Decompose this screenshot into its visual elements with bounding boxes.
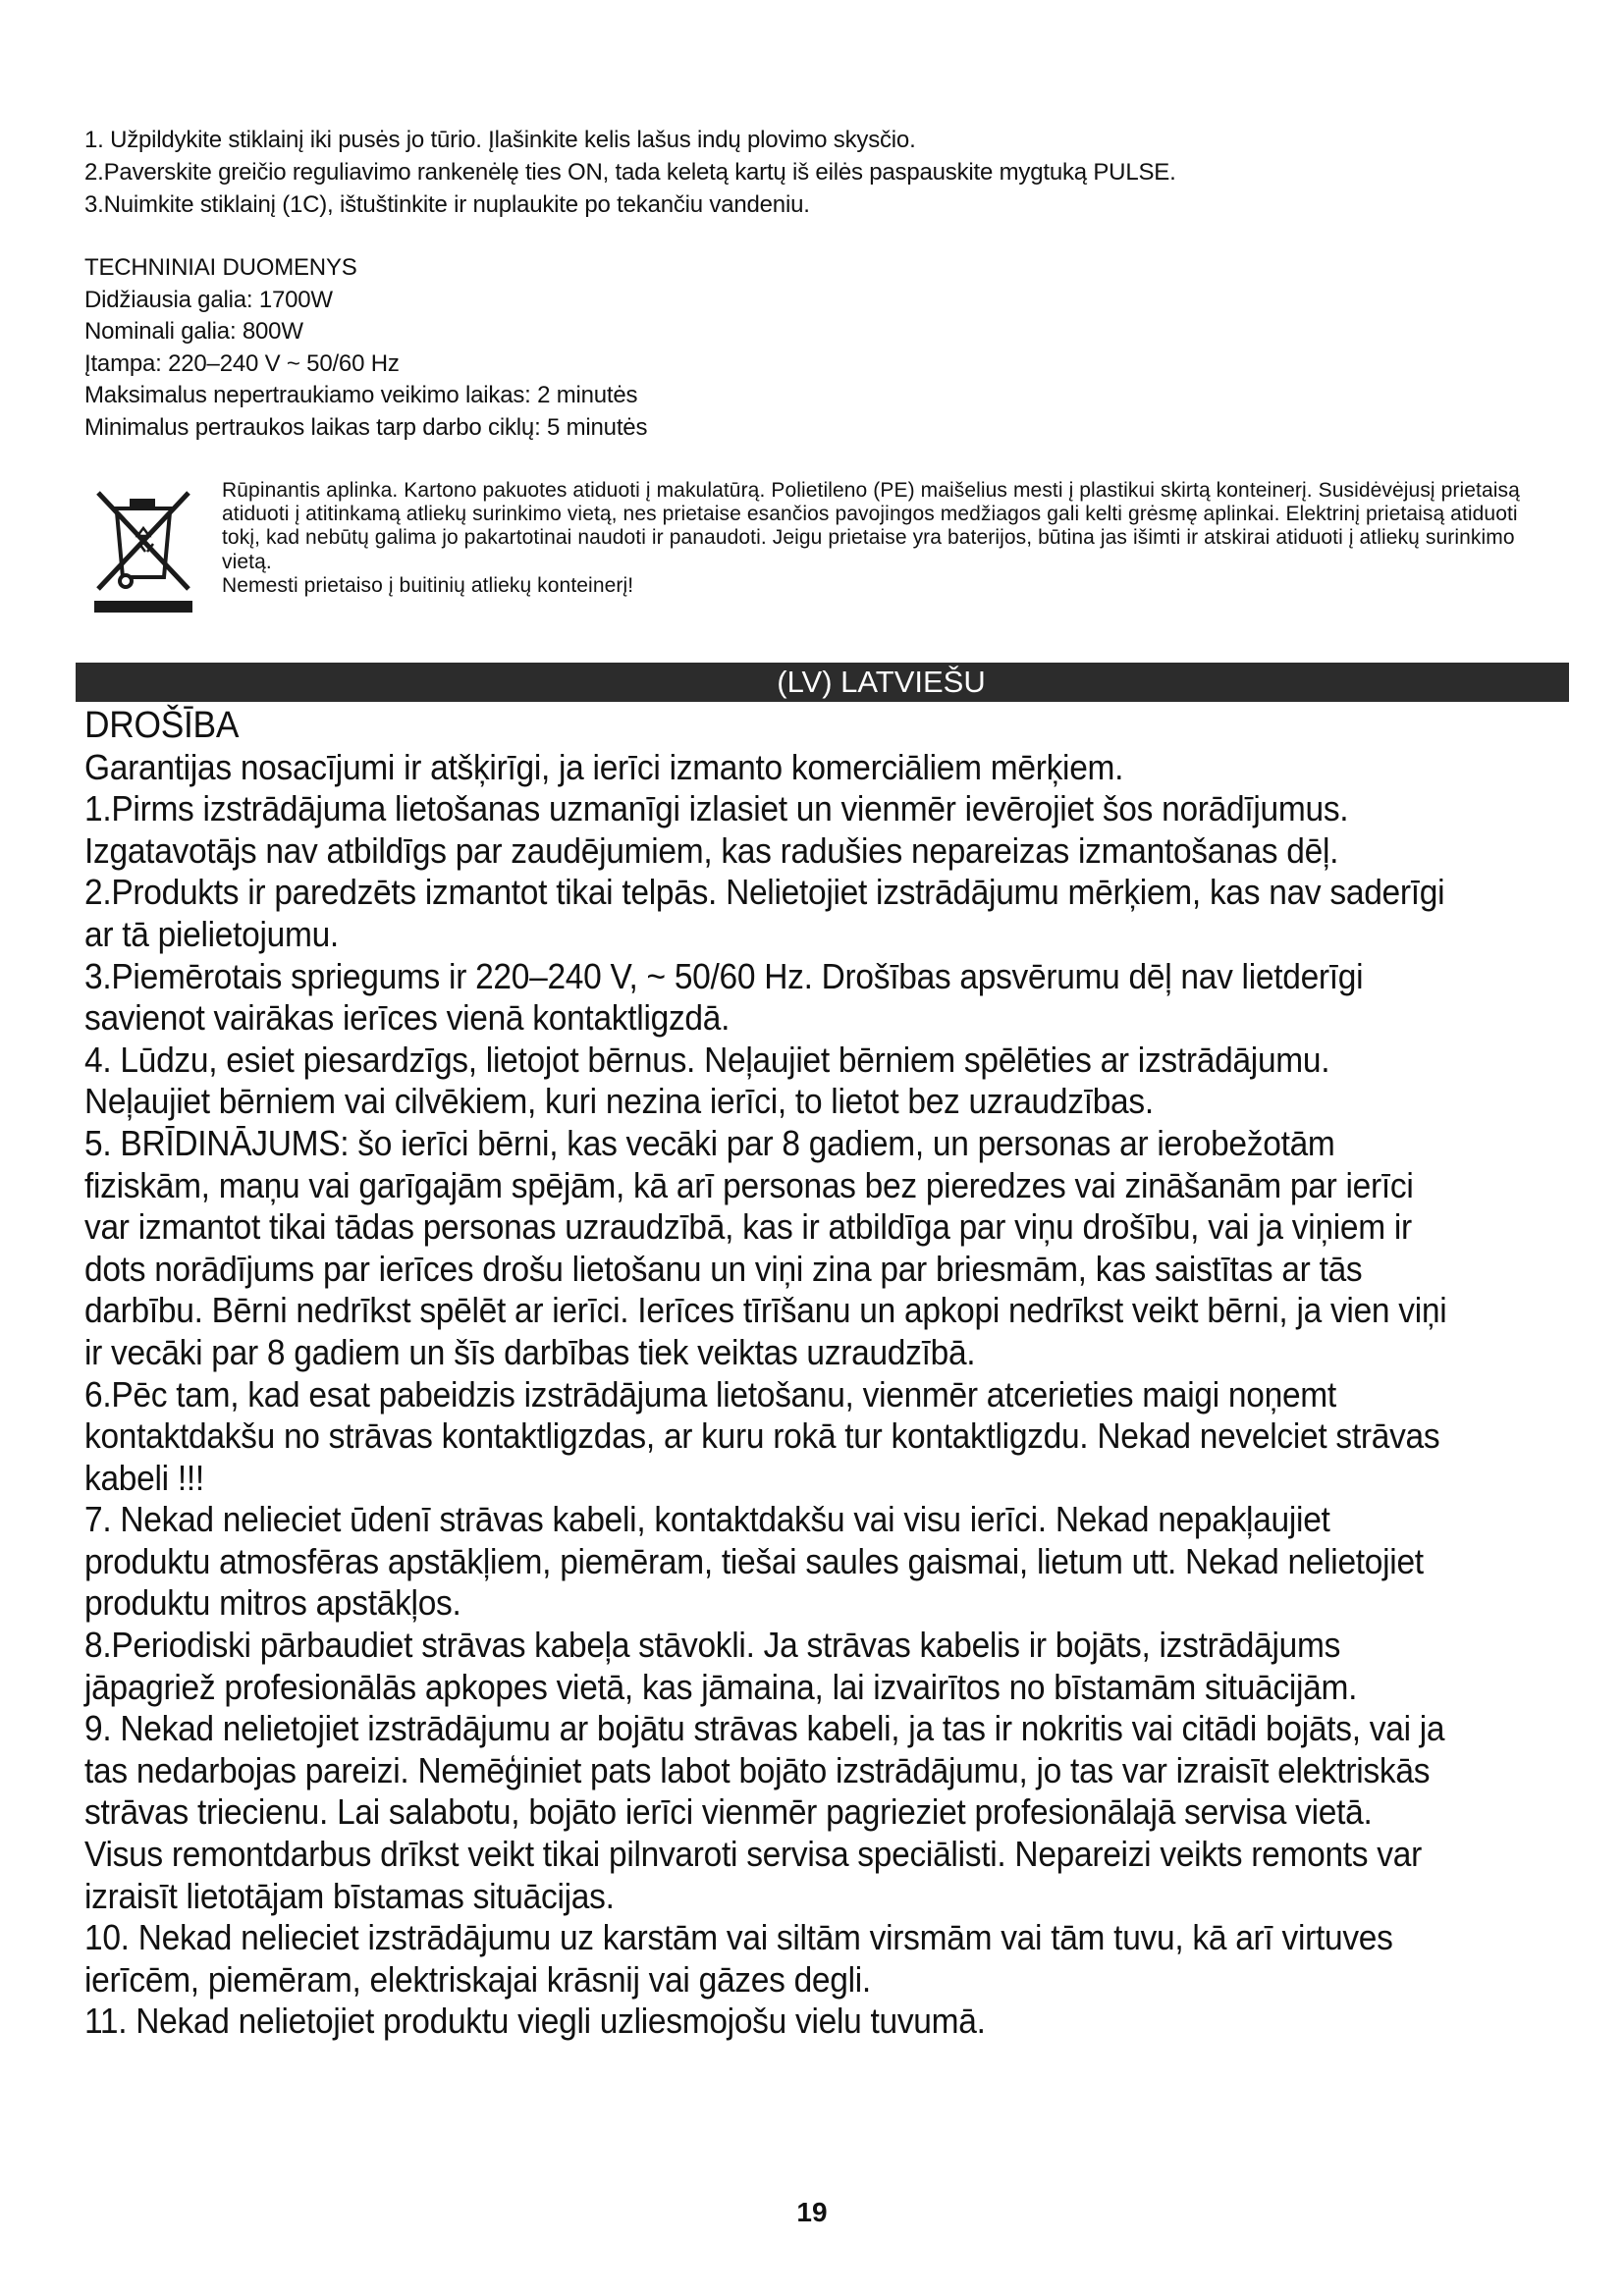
lt-tech-line: Minimalus pertraukos laikas tarp darbo ciklų: 5 minutės [84,413,648,441]
lt-tech-line: Maksimalus nepertraukiamo veikimo laikas: 2 minutės [84,382,638,408]
lv-safety-item: 8.Periodiski pārbaudiet strāvas kabeļa stāvokli. Ja strāvas kabelis ir bojāts, izstrādājums jāpagriež profesionālās apkopes vietā, kas jāmaina, lai izvairītos no bīstamām situācijām. [84,1625,1358,1707]
lt-cleaning-step: 3.Nuimkite stiklainį (1C), ištuštinkite ir nuplaukite po tekančiu vandeniu. [84,191,810,218]
lt-tech-heading: TECHNINIAI DUOMENYS [84,254,357,281]
lv-safety-item: 7. Nekad nelieciet ūdenī strāvas kabeli, kontaktdakšu vai visu ierīci. Nekad nepakļaujiet produktu atmosfēras apstākļiem, piemēram, tiešai saules gaismai, lietum utt. Nekad nelietojiet produktu mitros apstākļos. [84,1499,1424,1624]
environment-notice [222,479,1557,598]
lt-cleaning-step: 2.Paverskite greičio reguliavimo rankenėlę ties ON, tada keletą kartų iš eilės paspauskite mygtuką PULSE. [84,159,1176,186]
lv-safety-item: 6.Pēc tam, kad esat pabeidzis izstrādājuma lietošanu, vienmēr atcerieties maigi noņemt kontaktdakšu no strāvas kontaktligzdas, ar kuru rokā tur kontaktligzdu. Nekad nevelciet strāvas kabeli !!! [84,1373,1440,1498]
lt-tech-line: Įtampa: 220–240 V ~ 50/60 Hz [84,349,400,377]
lv-safety-item: 1.Pirms izstrādājuma lietošanas uzmanīgi izlasiet un vienmēr ievērojiet šos norādījumus. Izgatavotājs nav atbildīgs par zaudējumiem, kas radušies nepareizas izmantošanas dēļ. [84,788,1349,871]
lt-cleaning-step: 1. Užpildykite stiklainį iki pusės jo tūrio. Įlašinkite kelis lašus indų plovimo skysčio. [84,127,916,153]
lv-safety-section [84,705,1454,2043]
environment-note: Nemesti prietaiso į buitinių atliekų konteinerį! [222,573,634,597]
lt-tech-line: Nominali galia: 800W [84,318,303,345]
lv-safety-item: 4. Lūdzu, esiet piesardzīgs, lietojot bērnus. Neļaujiet bērniem spēlēties ar izstrādājumu. Neļaujiet bērniem vai cilvēkiem, kuri nezina ierīci, to lietot bez uzraudzības. [84,1039,1330,1122]
lv-safety-heading: DROŠĪBA [84,705,240,746]
lv-safety-intro: Garantijas nosacījumi ir atšķirīgi, ja ierīci izmanto komerciāliem mērķiem. [84,746,1124,787]
lt-tech-line: Didžiausia galia: 1700W [84,286,333,313]
lv-safety-item: 5. BRĪDINĀJUMS: šo ierīci bērni, kas vecāki par 8 gadiem, un personas ar ierobežotām fiziskām, maņu vai garīgajām spējām, kā arī personas bez pieredzes vai zināšanām par ierīci var izmantot tikai tādas personas uzraudzībā, kas ir atbildīga par viņu drošību, vai ja viņiem ir dots norādījums par ierīces drošu lietošanu un viņi zina par briesmām, kas saistītas ar tās darbību. Bērni nedrīkst spēlēt ar ierīci. Ierīces tīrīšanu un apkopi nedrīkst veikt bērni, ja vien viņi ir vecāki par 8 gadiem un šīs darbības tiek veiktas uzraudzībā. [84,1122,1447,1372]
lt-cleaning-instructions [84,124,1538,221]
lv-safety-item: 10. Nekad nelieciet izstrādājumu uz karstām vai siltām virsmām vai tām tuvu, kā arī virtuves ierīcēm, piemēram, elektriskajai krāsnij vai gāzes degli. [84,1917,1393,2000]
environment-text: Rūpinantis aplinka. Kartono pakuotes atiduoti į makulatūrą. Polietileno (PE) maišelius mesti į plastikui skirtą konteinerį. Susidėvėjusį prietaisą atiduoti į atitinkamą atliekų surinkimo vietą, nes prietaise esančios pavojingos medžiagos gali kelti grėsmę aplinkai. Elektrinį prietaisą atiduoti tokį, kad nebūtų galima jo pakartotinai naudoti ir panaudoti. Jeigu prietaise yra baterijos, būtina jas išimti ir atskirai atiduoti į atliekų surinkimo vietą. [222,479,1520,573]
page-number: 19 [796,2197,828,2227]
language-section-bar [76,663,1569,702]
crossed-out-wheelie-bin-icon [90,479,196,616]
lv-safety-item: 3.Piemērotais spriegums ir 220–240 V, ~ 50/60 Hz. Drošības apsvērumu dēļ nav lietderīgi savienot vairākas ierīces vienā kontaktligzdā. [84,955,1364,1039]
language-label: (LV) LATVIEŠU [777,665,986,699]
lt-technical-data [84,252,968,444]
lv-safety-item: 11. Nekad nelietojiet produktu viegli uzliesmojošu vielu tuvumā. [84,2001,986,2042]
lv-safety-item: 2.Produkts ir paredzēts izmantot tikai telpās. Nelietojiet izstrādājumu mērķiem, kas nav saderīgi ar tā pielietojumu. [84,872,1445,954]
lv-safety-item: 9. Nekad nelietojiet izstrādājumu ar bojātu strāvas kabeli, ja tas ir nokritis vai citādi bojāts, vai ja tas nedarbojas pareizi. Nemēģiniet pats labot bojāto izstrādājumu, jo tas var izraisīt elektriskās strāvas triecienu. Lai salabotu, bojāto ierīci vienmēr pagrieziet profesionālajā servisa vietā. Visus remontdarbus drīkst veikt tikai pilnvaroti servisa speciālisti. Nepareizi veikts remonts var izraisīt lietotājam bīstamas situācijas. [84,1708,1445,1916]
